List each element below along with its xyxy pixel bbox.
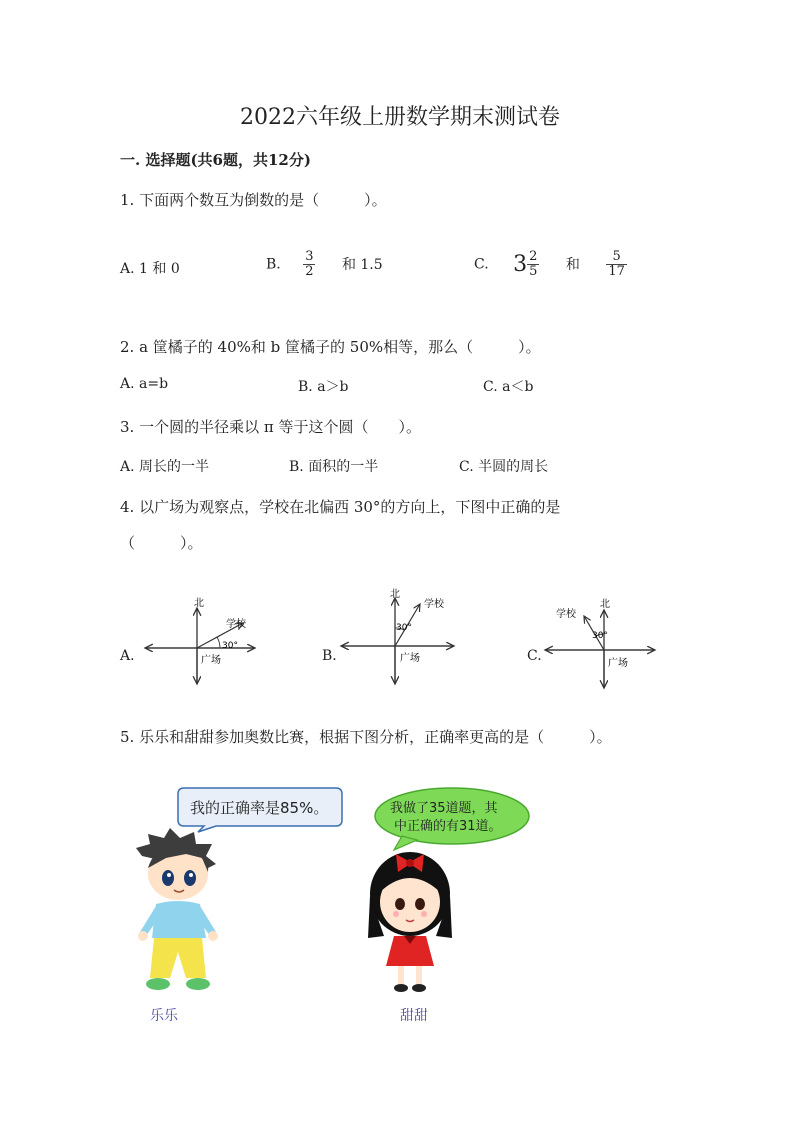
- square-label: 广场: [400, 653, 420, 664]
- girl-illustration: [360, 846, 460, 998]
- q3-option-c: C. 半圆的周长: [459, 459, 549, 475]
- girl-name-label: 甜甜: [400, 1008, 428, 1024]
- question-2: 2. a 筐橘子的 40%和 b 筐橘子的 50%相等，那么（ ）。: [120, 338, 541, 356]
- q1-option-b: [266, 250, 383, 279]
- square-label: 广场: [201, 655, 221, 666]
- q1-c2-numerator: 5: [606, 250, 627, 265]
- school-label: 学校: [424, 599, 444, 610]
- q1-b-numerator: 3: [305, 249, 314, 264]
- q1-c-numerator: 2: [529, 249, 538, 264]
- north-label: 北: [390, 589, 400, 600]
- school-label: 学校: [226, 619, 246, 630]
- q4-diagram-b: [336, 588, 461, 688]
- girl-bubble-line-2: 中正确的有31道。: [394, 819, 502, 834]
- boy-bubble-text: 我的正确率是85%。: [190, 799, 329, 817]
- boy-name-label: 乐乐: [150, 1008, 178, 1024]
- question-5: 5. 乐乐和甜甜参加奥数比赛，根据下图分析，正确率更高的是（ ）。: [120, 728, 612, 746]
- q1-c-whole: 3: [513, 252, 528, 277]
- q3-option-b: B. 面积的一半: [289, 459, 379, 475]
- question-4-paren: （ ）。: [120, 534, 203, 552]
- angle-label: 30°: [396, 623, 412, 633]
- q1-option-b-rest: 和 1.5: [341, 256, 383, 273]
- q1-c2-fraction: [606, 250, 627, 279]
- section-heading: 一. 选择题(共6题，共12分): [120, 151, 311, 169]
- q1-c-denominator: 5: [529, 264, 538, 279]
- school-label: 学校: [556, 609, 576, 620]
- q1-option-c: [474, 250, 627, 279]
- angle-label: 30°: [592, 631, 608, 641]
- q1-c2-denominator: 17: [608, 264, 625, 279]
- q1-b-denominator: 2: [305, 264, 314, 279]
- q4-diagram-c: [540, 594, 660, 690]
- q1-c-fraction: [527, 250, 539, 279]
- q1-option-c-and: 和: [565, 256, 580, 273]
- q4-option-a: A.: [120, 648, 135, 664]
- q2-option-a: A. a=b: [120, 376, 169, 392]
- question-4: 4. 以广场为观察点，学校在北偏西 30°的方向上，下图中正确的是: [120, 498, 561, 516]
- q2-option-c: C. a＜b: [483, 379, 534, 395]
- q1-option-b-fraction: [303, 250, 315, 279]
- q4-option-b: B.: [322, 648, 337, 664]
- north-label: 北: [194, 598, 204, 609]
- q1-option-b-label: B.: [266, 256, 281, 273]
- angle-arc: [217, 637, 220, 648]
- page-title: 2022六年级上册数学期末测试卷: [240, 105, 560, 130]
- q1-option-c-label: C.: [474, 256, 489, 273]
- q3-option-a: A. 周长的一半: [120, 459, 210, 475]
- q4-diagram-a: [140, 590, 260, 690]
- question-1: 1. 下面两个数互为倒数的是（ ）。: [120, 191, 387, 209]
- q2-option-b: B. a＞b: [298, 379, 349, 395]
- square-label: 广场: [608, 658, 628, 669]
- north-label: 北: [600, 599, 610, 610]
- girl-speech-bubble: [372, 786, 532, 852]
- q1-option-a: A. 1 和 0: [120, 261, 180, 277]
- question-3: 3. 一个圆的半径乘以 π 等于这个圆（ ）。: [120, 418, 421, 436]
- girl-bubble-line-1: 我做了35道题，其: [390, 801, 498, 816]
- boy-speech-bubble: [176, 784, 346, 834]
- boy-illustration: [126, 828, 226, 996]
- angle-label: 30°: [222, 641, 238, 651]
- q4-option-c: C.: [527, 648, 542, 664]
